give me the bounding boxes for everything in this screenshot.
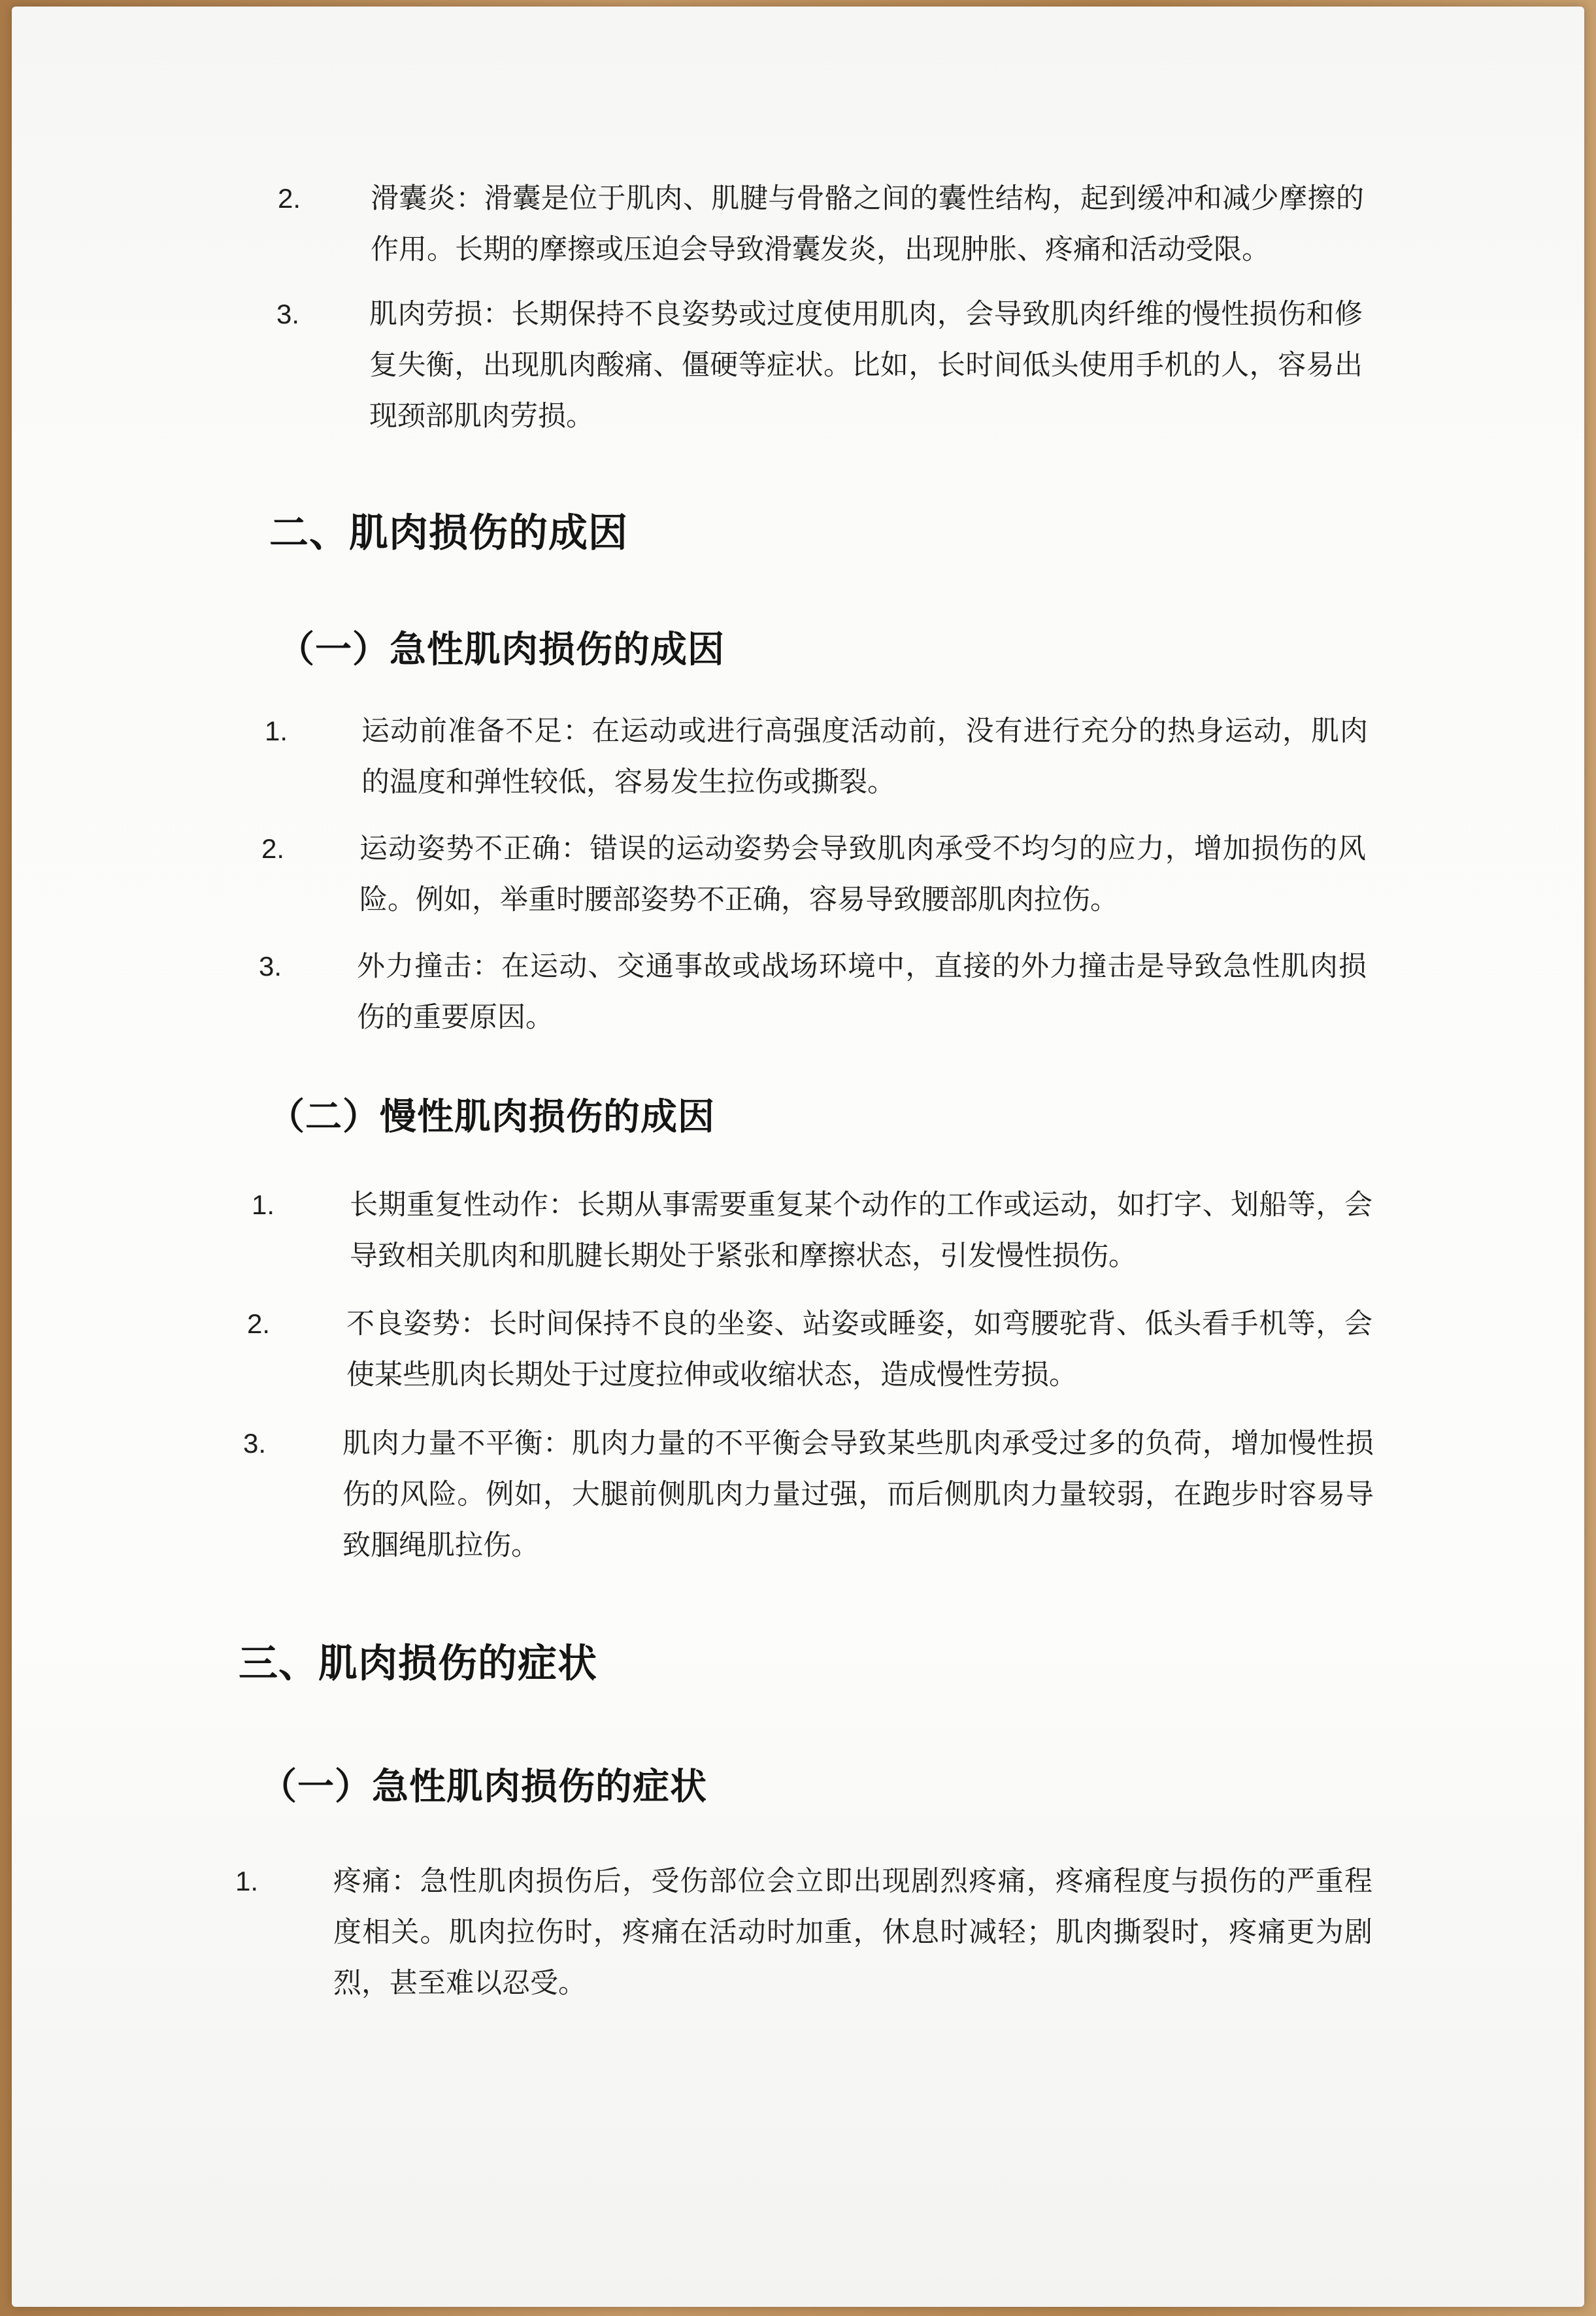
list-number: 2. — [247, 1308, 271, 1339]
section-heading: 三、肌肉损伤的症状 — [239, 1641, 597, 1687]
list-number: 3. — [259, 951, 282, 982]
list-number: 1. — [235, 1866, 259, 1896]
section-heading: 二、肌肉损伤的成因 — [269, 510, 628, 556]
list-number: 3. — [276, 299, 300, 329]
list-number: 3. — [243, 1428, 267, 1459]
subsection-heading: （一）急性肌肉损伤的症状 — [260, 1766, 707, 1808]
list-number: 1. — [265, 716, 288, 746]
list-number: 2. — [278, 183, 301, 214]
subsection-heading: （二）慢性肌肉损伤的成因 — [268, 1096, 715, 1138]
list-text: 肌肉力量不平衡：肌肉力量的不平衡会导致某些肌肉承受过多的负荷，增加慢性损伤的风险。例如，大腿前侧肌肉力量过强，而后侧肌肉力量较弱，在跑步时容易导致腘绳肌拉伤。 — [342, 1427, 1374, 1562]
list-number: 2. — [261, 833, 285, 864]
list-text: 外力撞击：在运动、交通事故或战场环境中，直接的外力撞击是导致急性肌肉损伤的重要原因。 — [357, 950, 1367, 1034]
list-text: 滑囊炎：滑囊是位于肌肉、肌腱与骨骼之间的囊性结构，起到缓冲和减少摩擦的作用。长期的摩擦或压迫会导致滑囊发炎，出现肿胀、疼痛和活动受限。 — [371, 182, 1364, 266]
subsection-heading: （一）急性肌肉损伤的成因 — [278, 629, 725, 671]
list-text: 运动前准备不足：在运动或进行高强度活动前，没有进行充分的热身运动，肌肉的温度和弹性较低，容易发生拉伤或撕裂。 — [361, 715, 1368, 799]
list-text: 长期重复性动作：长期从事需要重复某个动作的工作或运动，如打字、划船等，会导致相关肌肉和肌腱长期处于紧张和摩擦状态，引发慢性损伤。 — [350, 1189, 1372, 1272]
list-number: 1. — [252, 1189, 275, 1220]
list-text: 不良姿势：长时间保持不良的坐姿、站姿或睡姿，如弯腰驼背、低头看手机等，会使某些肌肉长期处于过度拉伸或收缩状态，造成慢性劳损。 — [346, 1308, 1372, 1391]
list-text: 运动姿势不正确：错误的运动姿势会导致肌肉承受不均匀的应力，增加损伤的风险。例如，举重时腰部姿势不正确，容易导致腰部肌肉拉伤。 — [359, 833, 1366, 916]
list-text: 疼痛：急性肌肉损伤后，受伤部位会立即出现剧烈疼痛，疼痛程度与损伤的严重程度相关。肌肉拉伤时，疼痛在活动时加重，休息时减轻；肌肉撕裂时，疼痛更为剧烈，甚至难以忍受。 — [333, 1865, 1372, 2000]
list-text: 肌肉劳损：长期保持不良姿势或过度使用肌肉，会导致肌肉纤维的慢性损伤和修复失衡，出现肌肉酸痛、僵硬等症状。比如，长时间低头使用手机的人，容易出现颈部肌肉劳损。 — [369, 298, 1363, 433]
